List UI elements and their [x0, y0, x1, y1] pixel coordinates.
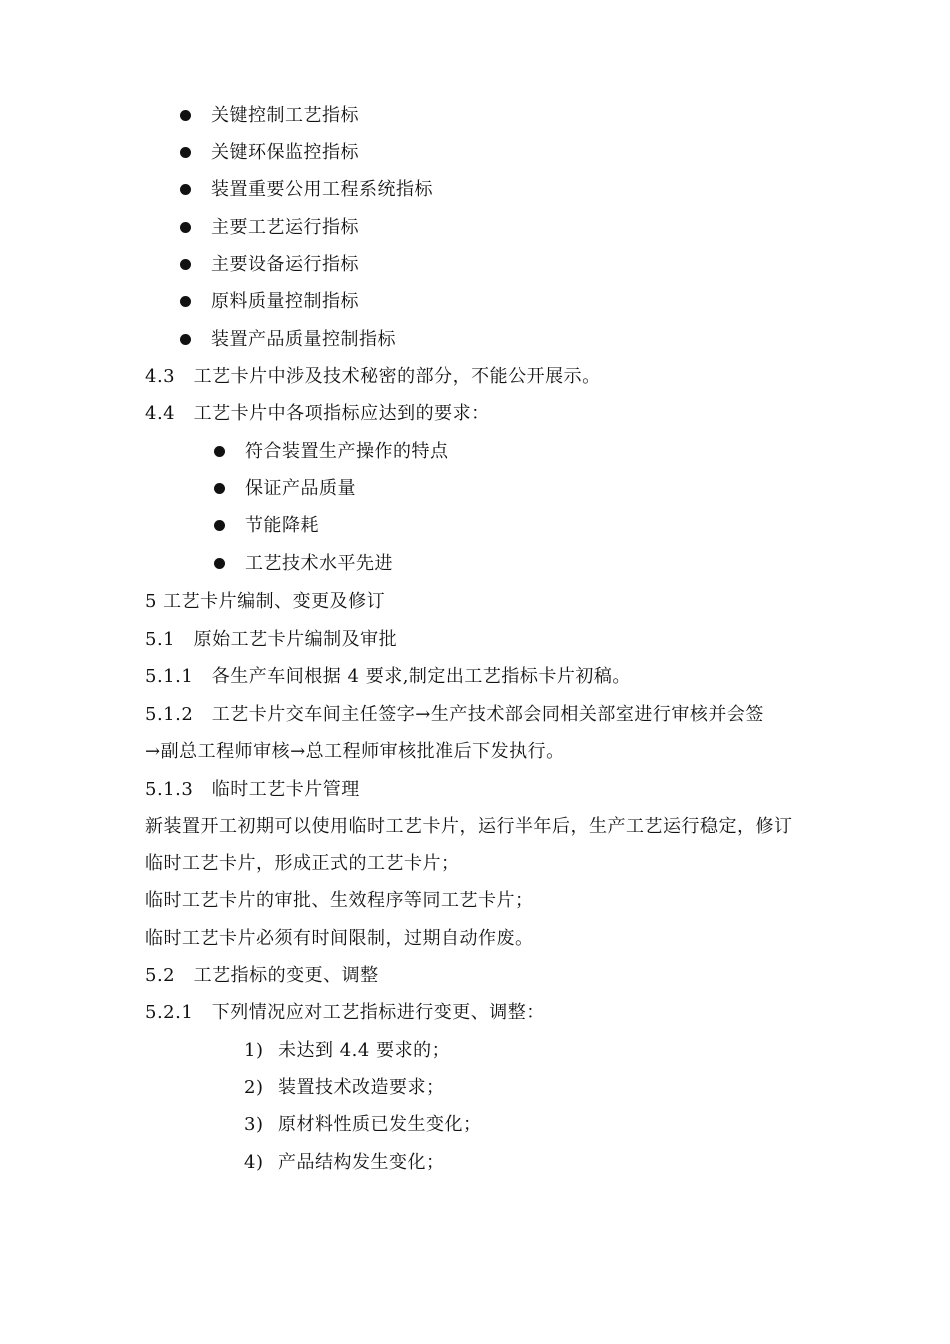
item-number: 2): [244, 1077, 264, 1098]
bullet-icon: [180, 110, 191, 121]
bullet-text: 节能降耗: [245, 515, 319, 536]
bullet-icon: [214, 520, 225, 531]
item-number: 1): [244, 1040, 264, 1061]
bullet-text: 关键环保监控指标: [211, 142, 359, 163]
bullet-item: [180, 328, 580, 352]
section-heading-5-1: 5.1 原始工艺卡片编制及审批: [145, 629, 398, 650]
item-number: 4): [244, 1152, 264, 1173]
numbered-item: [244, 1076, 644, 1100]
section-heading-5-2: 5.2 工艺指标的变更、调整: [145, 965, 379, 986]
bullet-text: 主要设备运行指标: [211, 254, 359, 275]
bullet-icon: [180, 259, 191, 270]
bullet-text: 工艺技术水平先进: [245, 553, 393, 574]
numbered-item: [244, 1039, 644, 1063]
section-heading-5-1-3: 5.1.3 临时工艺卡片管理: [145, 779, 360, 800]
bullet-icon: [214, 483, 225, 494]
paragraph-temp-card-line1: 新装置开工初期可以使用临时工艺卡片，运行半年后，生产工艺运行稳定，修订: [145, 816, 793, 837]
paragraph-5-1-2-line1: 5.1.2 工艺卡片交车间主任签字→生产技术部会同相关部室进行审核并会签: [145, 704, 764, 725]
numbered-item: [244, 1151, 644, 1175]
bullet-icon: [214, 446, 225, 457]
item-text: 产品结构发生变化；: [278, 1152, 445, 1173]
item-number: 3): [244, 1114, 264, 1135]
bullet-item: [214, 552, 614, 576]
bullet-item: [214, 440, 614, 464]
bullet-text: 保证产品质量: [245, 478, 356, 499]
paragraph-5-1-2-line2: →副总工程师审核→总工程师审核批准后下发执行。: [145, 741, 565, 762]
bullet-text: 装置重要公用工程系统指标: [211, 179, 433, 200]
item-text: 装置技术改造要求；: [278, 1077, 445, 1098]
bullet-item: [180, 141, 580, 165]
paragraph-5-2-1: 5.2.1 下列情况应对工艺指标进行变更、调整：: [145, 1002, 545, 1023]
bullet-item: [180, 253, 580, 277]
bullet-item: [180, 216, 580, 240]
bullet-icon: [180, 147, 191, 158]
item-text: 原材料性质已发生变化；: [278, 1114, 482, 1135]
bullet-text: 装置产品质量控制指标: [211, 329, 396, 350]
numbered-item: [244, 1113, 644, 1137]
bullet-icon: [180, 222, 191, 233]
bullet-text: 符合装置生产操作的特点: [245, 441, 449, 462]
bullet-icon: [214, 558, 225, 569]
paragraph-4-3: 4.3 工艺卡片中涉及技术秘密的部分，不能公开展示。: [145, 366, 601, 387]
bullet-icon: [180, 296, 191, 307]
paragraph-temp-card-line2: 临时工艺卡片，形成正式的工艺卡片；: [145, 853, 460, 874]
bullet-icon: [180, 334, 191, 345]
bullet-item: [180, 178, 580, 202]
bullet-item: [214, 514, 614, 538]
paragraph-temp-approval: 临时工艺卡片的审批、生效程序等同工艺卡片；: [145, 890, 534, 911]
bullet-item: [180, 104, 580, 128]
paragraph-temp-expiry: 临时工艺卡片必须有时间限制，过期自动作废。: [145, 928, 534, 949]
bullet-icon: [180, 184, 191, 195]
bullet-text: 原料质量控制指标: [211, 291, 359, 312]
section-heading-5: 5 工艺卡片编制、变更及修订: [145, 591, 386, 612]
bullet-text: 主要工艺运行指标: [211, 217, 359, 238]
paragraph-5-1-1: 5.1.1 各生产车间根据 4 要求,制定出工艺指标卡片初稿。: [145, 666, 631, 687]
bullet-item: [180, 290, 580, 314]
bullet-item: [214, 477, 614, 501]
paragraph-4-4: 4.4 工艺卡片中各项指标应达到的要求：: [145, 403, 490, 424]
bullet-text: 关键控制工艺指标: [211, 105, 359, 126]
item-text: 未达到 4.4 要求的；: [278, 1040, 451, 1061]
